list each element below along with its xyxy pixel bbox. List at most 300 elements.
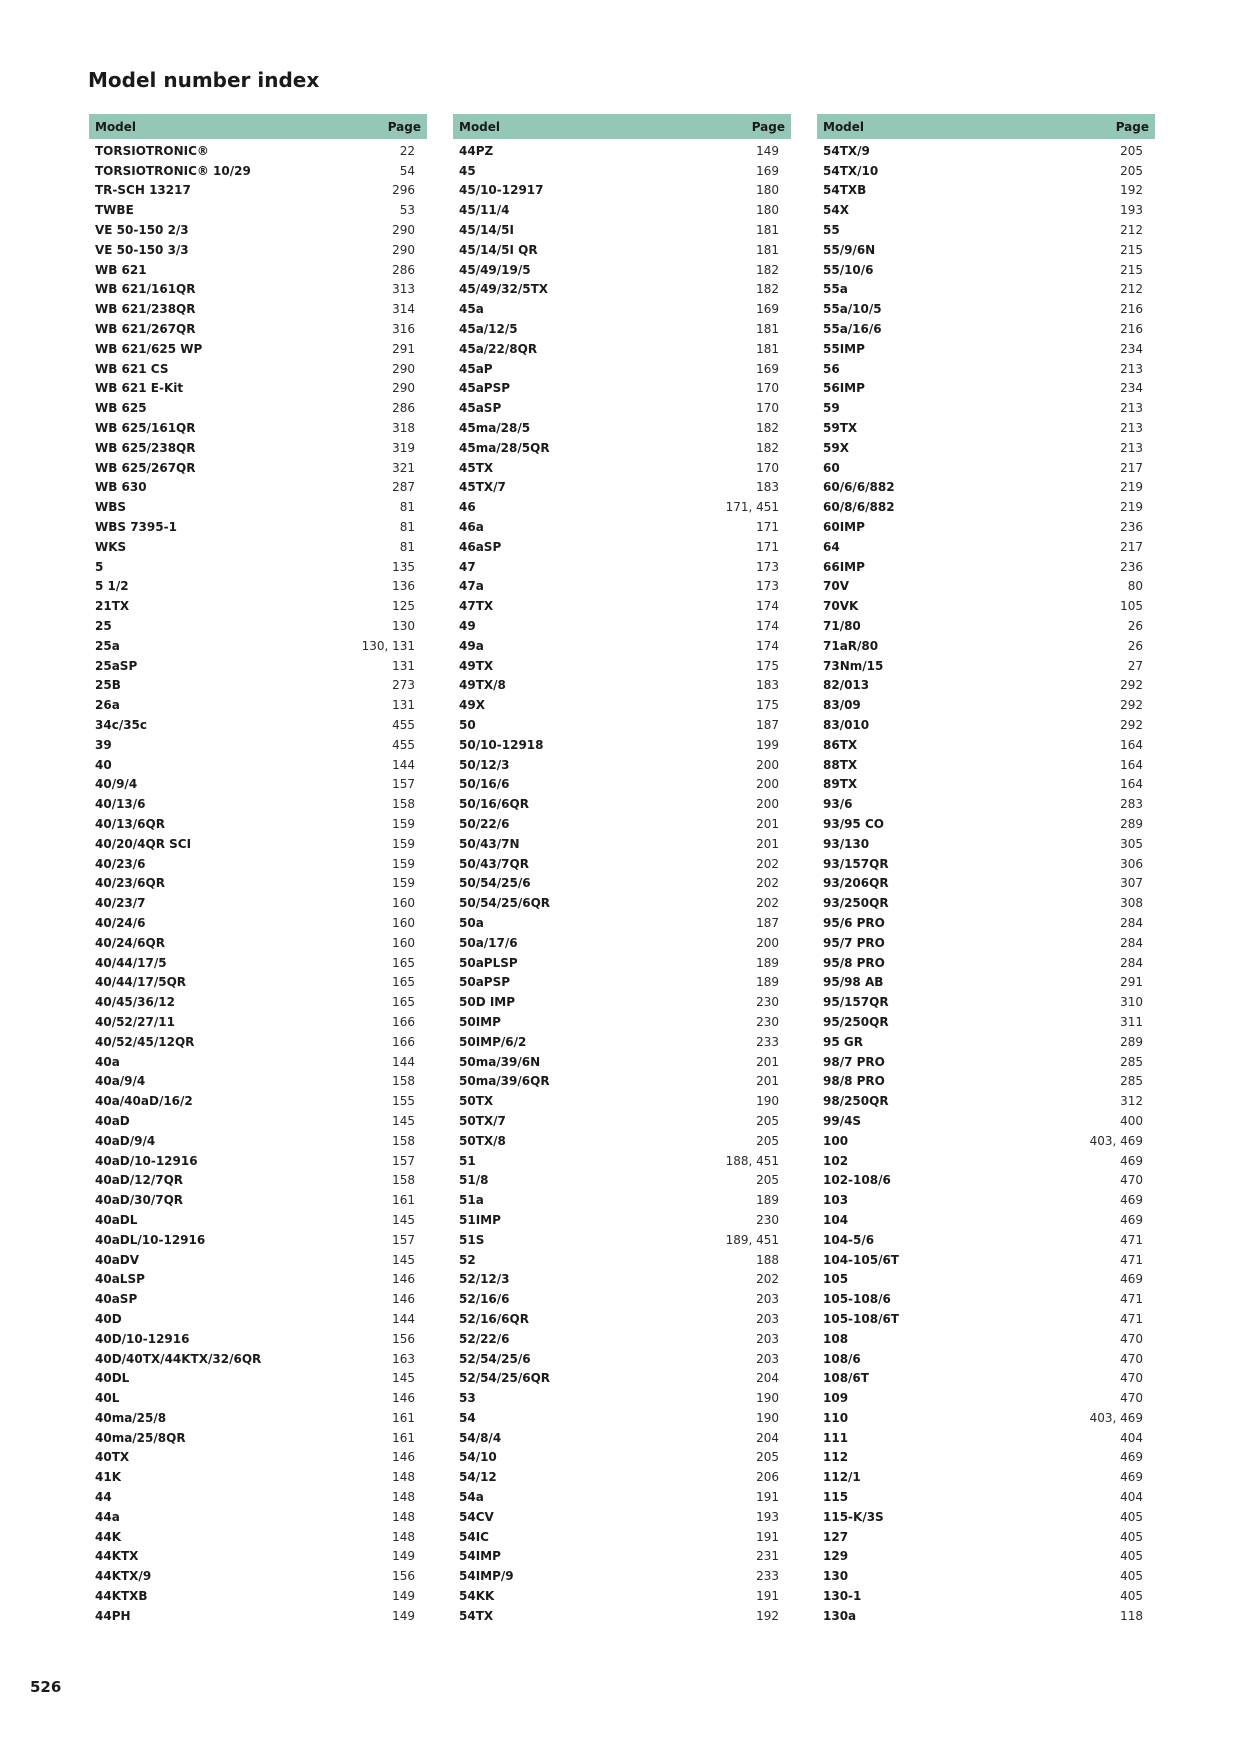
page-reference: 403, 469 xyxy=(1089,1133,1143,1148)
index-row xyxy=(817,379,1155,399)
page-reference: 206 xyxy=(756,1470,779,1485)
model-number: 40/13/6 xyxy=(95,797,146,812)
index-rows xyxy=(817,139,1155,1626)
page-reference: 290 xyxy=(392,223,415,238)
index-row xyxy=(89,616,427,636)
model-number: 34c/35c xyxy=(95,718,148,732)
model-number: 44K xyxy=(95,1529,121,1544)
index-row xyxy=(453,1052,791,1072)
page-reference: 188, 451 xyxy=(725,1153,779,1168)
index-row xyxy=(89,1111,427,1131)
page-reference: 158 xyxy=(392,1173,415,1188)
page-reference: 166 xyxy=(392,1034,415,1049)
page-reference: 161 xyxy=(392,1193,415,1208)
page-reference: 175 xyxy=(756,658,779,673)
model-number: 46 xyxy=(459,500,476,515)
page-reference: 234 xyxy=(1120,341,1143,356)
index-row xyxy=(89,577,427,597)
page-reference: 159 xyxy=(392,856,415,871)
index-row xyxy=(817,478,1155,498)
page-reference: 158 xyxy=(392,1074,415,1089)
index-row xyxy=(453,1547,791,1567)
page-reference: 292 xyxy=(1120,718,1143,732)
page-reference: 148 xyxy=(392,1529,415,1544)
page-reference: 469 xyxy=(1120,1153,1143,1168)
index-row xyxy=(453,775,791,795)
model-number: 45ma/28/5QR xyxy=(459,440,550,455)
page-reference: 215 xyxy=(1120,242,1143,257)
model-number: 40L xyxy=(95,1391,120,1406)
model-number: 55a/16/6 xyxy=(823,322,882,337)
model-number: 55a/10/5 xyxy=(823,302,882,317)
page-reference: 405 xyxy=(1120,1509,1143,1524)
model-number: 40aD/12/7QR xyxy=(95,1173,184,1188)
index-column-3 xyxy=(817,114,1155,1626)
model-number: 98/8 PRO xyxy=(823,1074,885,1089)
index-row xyxy=(453,260,791,280)
model-number: 45aP xyxy=(459,361,493,376)
page-reference: 118 xyxy=(1120,1608,1143,1623)
model-number: 54/8/4 xyxy=(459,1430,502,1445)
model-number: 40D/40TX/44KTX/32/6QR xyxy=(95,1351,262,1366)
model-number: 56IMP xyxy=(823,381,865,396)
page-reference: 203 xyxy=(756,1331,779,1346)
page-reference: 22 xyxy=(399,143,415,158)
index-row xyxy=(817,676,1155,696)
page-reference: 175 xyxy=(756,698,779,713)
model-number: 105 xyxy=(823,1272,849,1287)
model-number: 55 xyxy=(823,223,840,238)
index-row xyxy=(453,181,791,201)
index-row xyxy=(453,953,791,973)
page-reference: 230 xyxy=(756,1212,779,1227)
index-row xyxy=(89,933,427,953)
index-row xyxy=(453,458,791,478)
page-reference: 403, 469 xyxy=(1089,1410,1143,1425)
model-number: 45a xyxy=(459,302,484,317)
model-number: 54KK xyxy=(459,1589,495,1604)
model-number: 52/22/6 xyxy=(459,1331,510,1346)
index-row xyxy=(817,1527,1155,1547)
page-reference: 469 xyxy=(1120,1450,1143,1465)
model-number: 105-108/6 xyxy=(823,1292,891,1307)
page-reference: 149 xyxy=(392,1549,415,1564)
model-number: 70V xyxy=(823,579,849,594)
model-number: 40aD xyxy=(95,1113,130,1128)
model-number: 60 xyxy=(823,460,840,475)
index-row xyxy=(453,854,791,874)
page-reference: 189 xyxy=(756,1193,779,1208)
model-number: 93/6 xyxy=(823,797,853,812)
page-reference: 201 xyxy=(756,1074,779,1089)
index-row xyxy=(453,913,791,933)
model-number: 100 xyxy=(823,1133,849,1148)
index-row xyxy=(89,1151,427,1171)
model-number: 40aDL xyxy=(95,1212,138,1227)
page-reference: 190 xyxy=(756,1094,779,1109)
model-number: 50ma/39/6N xyxy=(459,1054,541,1069)
model-number: 71/80 xyxy=(823,619,861,634)
index-row xyxy=(89,1586,427,1606)
index-row xyxy=(817,1428,1155,1448)
index-rows xyxy=(453,139,791,1626)
index-row xyxy=(89,834,427,854)
page-reference: 145 xyxy=(392,1212,415,1227)
index-row xyxy=(89,1269,427,1289)
index-row xyxy=(817,1547,1155,1567)
model-number: 40/23/7 xyxy=(95,896,146,911)
model-number: 45ma/28/5 xyxy=(459,421,531,436)
page-reference: 308 xyxy=(1120,896,1143,911)
index-row xyxy=(89,1487,427,1507)
page-reference: 212 xyxy=(1120,282,1143,297)
index-row xyxy=(89,1230,427,1250)
index-row xyxy=(89,1190,427,1210)
page-reference: 182 xyxy=(756,440,779,455)
model-number: 50aPSP xyxy=(459,975,511,990)
index-row xyxy=(453,1131,791,1151)
page-reference: 149 xyxy=(756,143,779,158)
model-number: 54CV xyxy=(459,1509,494,1524)
page-reference: 81 xyxy=(399,520,415,535)
index-row xyxy=(453,379,791,399)
index-row xyxy=(89,359,427,379)
page-reference: 131 xyxy=(392,698,415,713)
page-reference: 400 xyxy=(1120,1113,1143,1128)
page-reference: 213 xyxy=(1120,440,1143,455)
page-reference: 290 xyxy=(392,361,415,376)
index-row xyxy=(453,1487,791,1507)
model-number: 49TX/8 xyxy=(459,678,506,693)
index-row xyxy=(89,1012,427,1032)
page-reference: 155 xyxy=(392,1094,415,1109)
page-reference: 287 xyxy=(392,480,415,495)
page-reference: 205 xyxy=(756,1133,779,1148)
index-row xyxy=(817,260,1155,280)
page-reference: 130, 131 xyxy=(361,638,415,653)
page-reference: 470 xyxy=(1120,1351,1143,1366)
model-number: 40/23/6QR xyxy=(95,876,165,891)
page-reference: 160 xyxy=(392,935,415,950)
index-row xyxy=(453,834,791,854)
page-reference: 285 xyxy=(1120,1074,1143,1089)
index-row xyxy=(89,775,427,795)
model-number: 45/14/5I QR xyxy=(459,242,538,257)
model-number: 70VK xyxy=(823,599,859,614)
model-number: 129 xyxy=(823,1549,849,1564)
model-number: 50/43/7N xyxy=(459,836,520,851)
page-reference: 191 xyxy=(756,1490,779,1505)
index-row xyxy=(817,616,1155,636)
page-reference: 170 xyxy=(756,460,779,475)
index-row xyxy=(89,972,427,992)
model-number: 25aSP xyxy=(95,658,138,673)
model-number: 54TX xyxy=(459,1608,494,1623)
index-row xyxy=(453,537,791,557)
model-number: 40/13/6QR xyxy=(95,816,165,831)
index-row xyxy=(453,596,791,616)
model-number: 49X xyxy=(459,698,485,713)
page-reference: 53 xyxy=(399,203,415,218)
page-reference: 171 xyxy=(756,539,779,554)
index-row xyxy=(817,1329,1155,1349)
index-row xyxy=(817,1012,1155,1032)
page-reference: 200 xyxy=(756,757,779,772)
index-row xyxy=(817,1368,1155,1388)
model-number: 59TX xyxy=(823,421,858,436)
model-number: 40/20/4QR SCI xyxy=(95,836,192,851)
model-number: 45a/22/8QR xyxy=(459,341,538,356)
page-reference: 193 xyxy=(1120,203,1143,218)
model-number: 52/54/25/6QR xyxy=(459,1371,551,1386)
index-row xyxy=(817,438,1155,458)
page-reference: 173 xyxy=(756,579,779,594)
index-row xyxy=(89,240,427,260)
model-number: 50TX/8 xyxy=(459,1133,506,1148)
page-header: Page xyxy=(751,119,785,134)
page-reference: 146 xyxy=(392,1391,415,1406)
page-reference: 231 xyxy=(756,1549,779,1564)
page-reference: 233 xyxy=(756,1034,779,1049)
index-row xyxy=(817,1467,1155,1487)
index-row xyxy=(453,755,791,775)
model-number: WKS xyxy=(95,539,127,554)
model-number: 40TX xyxy=(95,1450,130,1465)
page-reference: 286 xyxy=(392,262,415,277)
index-row xyxy=(89,458,427,478)
index-row xyxy=(817,1606,1155,1626)
model-number: 60/8/6/882 xyxy=(823,500,895,515)
index-row xyxy=(817,458,1155,478)
model-number: 50/54/25/6 xyxy=(459,876,531,891)
model-number: 115-K/3S xyxy=(823,1509,884,1524)
column-header xyxy=(817,114,1155,139)
index-row xyxy=(817,1091,1155,1111)
model-number: 59 xyxy=(823,401,840,416)
page-reference: 284 xyxy=(1120,935,1143,950)
model-number: 53 xyxy=(459,1391,476,1406)
page-reference: 145 xyxy=(392,1252,415,1267)
page-reference: 190 xyxy=(756,1391,779,1406)
index-row xyxy=(89,299,427,319)
model-number: 54IC xyxy=(459,1529,489,1544)
index-row xyxy=(817,834,1155,854)
index-row xyxy=(89,735,427,755)
index-row xyxy=(89,200,427,220)
page-reference: 145 xyxy=(392,1371,415,1386)
model-number: 40/23/6 xyxy=(95,856,146,871)
index-row xyxy=(453,636,791,656)
index-row xyxy=(89,1091,427,1111)
index-row xyxy=(817,814,1155,834)
model-number: 44 xyxy=(95,1490,112,1505)
index-row xyxy=(453,814,791,834)
index-row xyxy=(453,1606,791,1626)
index-row xyxy=(89,893,427,913)
page-reference: 157 xyxy=(392,1232,415,1247)
index-row xyxy=(89,1527,427,1547)
page-reference: 314 xyxy=(392,302,415,317)
index-column-2 xyxy=(453,114,791,1626)
page-reference: 213 xyxy=(1120,361,1143,376)
model-number: 104-105/6T xyxy=(823,1252,899,1267)
page-reference: 169 xyxy=(756,302,779,317)
page-reference: 171, 451 xyxy=(725,500,779,515)
model-number: 46a xyxy=(459,520,484,535)
index-row xyxy=(817,1349,1155,1369)
page-reference: 213 xyxy=(1120,421,1143,436)
page-reference: 286 xyxy=(392,401,415,416)
index-row xyxy=(453,794,791,814)
page-reference: 405 xyxy=(1120,1569,1143,1584)
index-row xyxy=(817,1190,1155,1210)
index-row xyxy=(817,1408,1155,1428)
model-number: 59X xyxy=(823,440,849,455)
page-reference: 290 xyxy=(392,381,415,396)
page-reference: 180 xyxy=(756,183,779,198)
model-number: WBS 7395-1 xyxy=(95,520,177,535)
model-number: 55IMP xyxy=(823,341,865,356)
index-row xyxy=(89,1032,427,1052)
index-row xyxy=(817,1131,1155,1151)
model-number: 52/16/6QR xyxy=(459,1311,529,1326)
index-row xyxy=(453,1210,791,1230)
page-reference: 321 xyxy=(392,460,415,475)
model-number: 50/43/7QR xyxy=(459,856,529,871)
index-row xyxy=(817,953,1155,973)
index-row xyxy=(453,676,791,696)
index-row xyxy=(89,953,427,973)
index-row xyxy=(453,1428,791,1448)
page-reference: 144 xyxy=(392,757,415,772)
model-number: 54/12 xyxy=(459,1470,497,1485)
index-row xyxy=(817,1230,1155,1250)
index-row xyxy=(453,478,791,498)
index-row xyxy=(89,1250,427,1270)
page-reference: 230 xyxy=(756,995,779,1010)
page-reference: 217 xyxy=(1120,539,1143,554)
model-number: TORSIOTRONIC® 10/29 xyxy=(95,163,251,178)
model-number: WB 621 CS xyxy=(95,361,169,376)
index-row xyxy=(89,497,427,517)
index-row xyxy=(817,1309,1155,1329)
index-row xyxy=(89,220,427,240)
page-reference: 311 xyxy=(1120,1014,1143,1029)
page-reference: 170 xyxy=(756,401,779,416)
page-reference: 189 xyxy=(756,975,779,990)
page-reference: 191 xyxy=(756,1529,779,1544)
page-reference: 144 xyxy=(392,1311,415,1326)
page-reference: 291 xyxy=(1120,975,1143,990)
index-row xyxy=(817,299,1155,319)
index-row xyxy=(817,200,1155,220)
index-row xyxy=(817,1507,1155,1527)
model-number: 99/4S xyxy=(823,1113,862,1128)
page-reference: 455 xyxy=(392,718,415,732)
index-row xyxy=(817,577,1155,597)
index-row xyxy=(89,161,427,181)
model-number: 44a xyxy=(95,1509,120,1524)
model-number: 40/52/45/12QR xyxy=(95,1034,195,1049)
page-reference: 202 xyxy=(756,876,779,891)
index-row xyxy=(817,557,1155,577)
page-reference: 148 xyxy=(392,1509,415,1524)
model-number: 40/24/6 xyxy=(95,915,146,930)
page-reference: 283 xyxy=(1120,797,1143,812)
model-number: 5 1/2 xyxy=(95,579,129,594)
index-row xyxy=(89,478,427,498)
index-row xyxy=(817,339,1155,359)
index-row xyxy=(817,537,1155,557)
index-row xyxy=(453,418,791,438)
page-reference: 236 xyxy=(1120,520,1143,535)
model-number: 50a/17/6 xyxy=(459,935,518,950)
page-reference: 165 xyxy=(392,955,415,970)
index-row xyxy=(89,1566,427,1586)
page-reference: 202 xyxy=(756,856,779,871)
page-reference: 149 xyxy=(392,1608,415,1623)
page-reference: 146 xyxy=(392,1272,415,1287)
model-number: 111 xyxy=(823,1430,849,1445)
page-reference: 144 xyxy=(392,1054,415,1069)
model-number: 50IMP/6/2 xyxy=(459,1034,527,1049)
model-number: 95/157QR xyxy=(823,995,889,1010)
model-number: VE 50-150 3/3 xyxy=(95,242,189,257)
page-reference: 292 xyxy=(1120,698,1143,713)
index-row xyxy=(89,1467,427,1487)
page-reference: 182 xyxy=(756,262,779,277)
model-number: 130a xyxy=(823,1608,857,1623)
index-row xyxy=(453,1309,791,1329)
model-number: 40/44/17/5QR xyxy=(95,975,187,990)
model-number: TORSIOTRONIC® xyxy=(95,143,209,158)
model-number: WB 625/267QR xyxy=(95,460,196,475)
model-number: 40aD/30/7QR xyxy=(95,1193,184,1208)
index-row xyxy=(89,814,427,834)
index-row xyxy=(453,1408,791,1428)
index-row xyxy=(89,1210,427,1230)
model-number: 21TX xyxy=(95,599,130,614)
page-reference: 215 xyxy=(1120,262,1143,277)
page-reference: 307 xyxy=(1120,876,1143,891)
index-row xyxy=(817,1566,1155,1586)
index-row xyxy=(817,972,1155,992)
index-row xyxy=(453,1349,791,1369)
model-number: 5 xyxy=(95,559,104,574)
page-reference: 404 xyxy=(1120,1430,1143,1445)
model-number: 54X xyxy=(823,203,849,218)
model-number: 60/6/6/882 xyxy=(823,480,895,495)
page-reference: 405 xyxy=(1120,1589,1143,1604)
page-reference: 170 xyxy=(756,381,779,396)
index-row xyxy=(89,913,427,933)
model-number: 50/54/25/6QR xyxy=(459,896,551,911)
page-reference: 305 xyxy=(1120,836,1143,851)
model-number: 82/013 xyxy=(823,678,870,693)
index-row xyxy=(453,1527,791,1547)
index-row xyxy=(817,893,1155,913)
index-row xyxy=(453,220,791,240)
index-row xyxy=(817,636,1155,656)
model-number: 95 GR xyxy=(823,1034,863,1049)
column-header xyxy=(89,114,427,139)
index-row xyxy=(89,1052,427,1072)
index-row xyxy=(453,280,791,300)
page-reference: 80 xyxy=(1127,579,1143,594)
index-row xyxy=(817,280,1155,300)
page-reference: 204 xyxy=(756,1371,779,1386)
model-number: 50a xyxy=(459,915,484,930)
